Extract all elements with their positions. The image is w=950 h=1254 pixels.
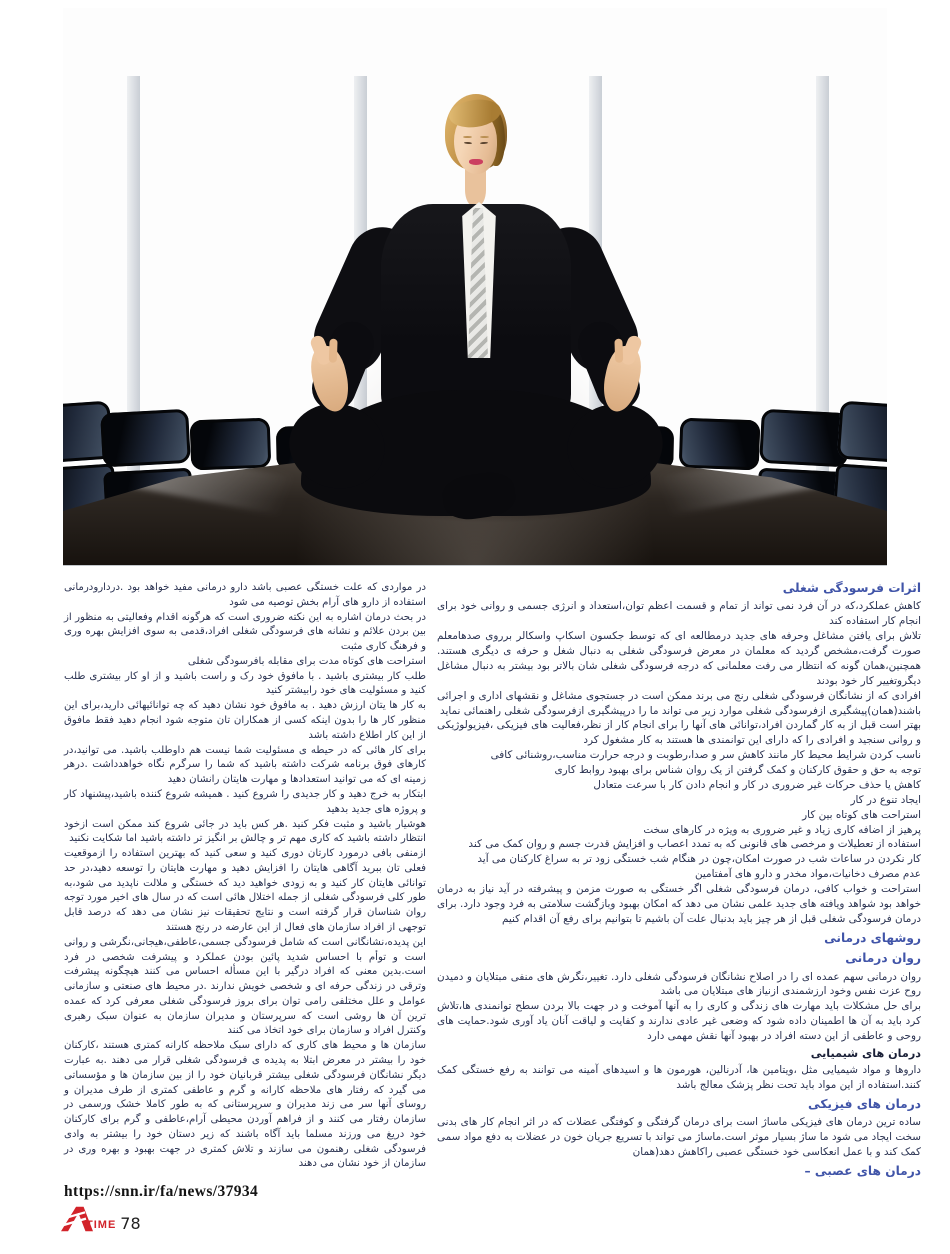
paragraph: سازمان ها و محیط های کاری که دارای سبک ملاحظه کارانه کمتری هستند ،کارکنان خود را بیشتر در معرض ابتلا به پدیده ی فرسودگی شغلی قرار می دهند .به عبارت دیگر نشانگان فرسودگی شغلی بیشتر قربانیان خود را از بین سازمان ها و مؤسساتی می گیرد که رفتار های ملاحظه کارانه و گرم و عاطفی کمتری از طرف مدیران و روسای آنها سر می زند مدیران و سرپرستانی که به طور کاملا خشک ورسمی در سازمان رفتار می کنند و از فراهم آوردن محیطی آرام،عاطفی و گرم برای کارکنان خود دریغ می ورزند مسلما باید آگاه باشند که زیر دستان خود را بیشتر به وادی فرسودگی شغلی رهنمون می سازند و تلاش کمتری در جهت بهبود و بهره وری در سازمان از خود نشان می دهند	[64, 1040, 426, 1170]
paragraph: کاهش یا حذف حرکات غیر ضروری در کار و انجام دادن کار با سرعت متعادل	[593, 778, 921, 791]
logo-issue-number: 78	[120, 1214, 141, 1233]
paragraph: پرهیز از اضافه کاری زیاد و غیر ضروری به ویژه در کارهای سخت	[643, 823, 921, 836]
paragraph: در بحث درمان اشاره به این نکته ضروری است که هرگونه اقدام وفعالیتی به منظور از بین بردن علائم و نشانه های فرسودگی شغلی افراد،قدمی به سوی افزایش بهره وری و فرهنگ کاری مثبت	[64, 611, 426, 653]
paragraph: این پدیده،نشانگانی است که شامل فرسودگی جسمی،عاطفی،هیجانی،نگرشی و روانی است و توأم با احساس شدید پائین بودن عملکرد و پیشرفت شخصی در فرد است.بدین معنی که افراد درگیر با این مسأله احساس می کنند هیچگونه پیشرفت وترقی در زندگی حرفه ای و شخصی خویش ندارند .در محیط های صنعتی و سازمانی عوامل و علل مختلفی رامی توان برای بروز فرسودگی شغلی معرفی کرد که عمده ترین آن ها روشی است که سرپرستان و مدیران سازمان به عنوان سبک رهبری وکنترل افراد و سازمان برای خود اتخاذ می کنند	[64, 936, 426, 1037]
paragraph: بهتر است قبل از به کار گماردن افراد،توانائی های آنها را برای انجام کار از نظر،فعالیت های فیزیکی ،فیزیولوژیکی و روانی سنجید و افرادی را که دارای این توانمندی ها هستند به کار مشغول کرد	[437, 719, 921, 747]
paragraph: ایجاد تنوع در کار	[850, 793, 921, 806]
section-heading: روشهای درمانی	[824, 930, 921, 945]
tie	[468, 208, 488, 358]
paragraph: برای حل مشکلات باید مهارت های زندگی و کاری را به آنها آموخت و در جهت بالا بردن سطح توانمندی ها،تلاش کرد باید به آن ها اطمینان داده شود که وضعی غیر عادی ندارند و کفایت و لیاقت آنان یاد آوری شود.حمایت های روحی و عاطفی از این دسته افراد در بهبود آنها نقش مهمی دارد	[437, 1000, 921, 1043]
section-heading: اثرات فرسودگی شغلی	[782, 581, 921, 595]
article-left-column	[64, 581, 426, 1172]
section-heading: درمان های عصبی –	[804, 1163, 921, 1178]
paragraph: ناسب کردن شرایط محیط کار مانند کاهش سر و صدا،رطوبت و درجه حرارت مناسب،روشنائی کافی	[490, 749, 921, 762]
paragraph: برای کار هائی که در حیطه ی مسئولیت شما نیست هم داوطلب باشید. می توانید،در کارهای فوق برنامه شرکت داشته باشید که شما را سرگرم نگاه خواهدداشت .درهر زمینه ای که می توانید استعدادها و مهارت هایتان رانشان دهید	[64, 744, 426, 786]
section-heading: روان درمانی	[845, 951, 921, 966]
paragraph: استراحت و خواب کافی، درمان فرسودگی شغلی اگر خستگی به صورت مزمن و پیشرفته در آید نیاز به درمان خواهد بود شواهد ویافته های جدید علمی نشان می دهد که امکان بهبود وبازگشت سلامتی به فرد وجود دارد. برای درمان فرسودگی شغلی قبل از هر چیز باید بدنبال علت آن باشیم تا بتوانیم برای رفع آن اقدام کنیم	[437, 883, 921, 925]
paragraph: داروها و مواد شیمیایی مثل ،ویتامین ها، آدرنالین، هورمون ها و اسیدهای آمینه می توانند به رفع خستگی کمک کنند.استفاده از این مواد باید تحت نظر پزشک معالج باشد	[437, 1063, 921, 1091]
meditation-photo	[63, 8, 887, 566]
source-url[interactable]: https://snn.ir/fa/news/37934	[64, 1183, 259, 1200]
paragraph: استفاده از تعطیلات و مرخصی های قانونی که به تمدد اعصاب و افزایش قدرت جسم و روان کمک می کند	[468, 838, 921, 851]
eyebrow	[463, 136, 472, 138]
paragraph: عدم مصرف دخانیات،مواد مخدر و دارو های آمفتامین	[695, 868, 921, 881]
paragraph: تلاش برای یافتن مشاغل وحرفه های جدید درمطالعه ای که توسط جکسون اسکاپ واسکالر برروی صدهامعلم صورت گرفت،مشخص گردید که معلمان در معرض فرسودگی شغلی به دنبال شغل و حرفه ی دیگری هستند. همچنین،همان گونه که انتظار می رفت معلمانی که درجه فرسودگی شغلی شان بالاتر بود بیشتر به دنبال مشاغل دیگروتغییر کار خود بودند	[437, 630, 921, 687]
paragraph: هوشیار باشید و مثبت فکر کنید .هر کس باید در جائی شروع کند ممکن است ازخود انتظار داشته باشید که کاری مهم تر و چالش بر انگیز تر داشته باشید اما شکایت نکنید	[64, 818, 426, 845]
paragraph: ازمنفی بافی درمورد کارتان دوری کنید و سعی کنید که بهترین استفاده را ازموقعیت فعلی تان ببرید آگاهی هایتان را افزایش دهید و مهارت هایتان را توسعه دهید،در حد توانائی هایتان کار کنید و به زودی خواهید دید که خستگی و ملالت ناپدید می شود،به طور کلی فرسودگی شغلی از جمله اختلال هائی است که در سال های اخیر مورد توجه روان شناسان قرار گرفته است و نتایج تحقیقات نیز نشان می دهد که درصد قابل توجهی از افراد سازمان های فعال از این عارضه در رنج هستند	[64, 848, 426, 933]
eyebrow	[480, 136, 489, 138]
paragraph: کار نکردن در ساعات شب در صورت امکان،چون در هنگام شب خستگی زود تر به سراغ کارکنان می آید	[477, 853, 921, 866]
paragraph: روان درمانی سهم عمده ای را در اصلاح نشانگان فرسودگی شغلی دارد. تغییر،نگرش های منفی مبتلایان و دمیدن روح عزت نفس وخود ارزشمندی ازنیاز های مبتلایان می باشد	[437, 970, 921, 998]
paragraph: به کار ها یتان ارزش دهید . به مافوق خود نشان دهید که چه توانائیهائی دارید،برای این منظور کار ها را بدون اینکه کسی از همکاران تان متوجه شود انجام دهید فقط مافوق از این کار اطلاع داشته باشد	[64, 700, 426, 741]
paragraph: طلب کار بیشتری باشید . با مافوق خود رک و راست باشید و از او کار بیشتری طلب کنید و مسئولیت های خود رابیشتر کنید	[64, 670, 426, 697]
paragraph: توجه به حق و حقوق کارکنان و کمک گرفتن از یک روان شناس برای بهبود روابط کاری	[554, 764, 921, 777]
paragraph: افرادی که از نشانگان فرسودگی شغلی رنج می برند ممکن است در جستجوی مشاغل و نقشهای اداری و اجرائی باشند(همان)پیشگیری ازفرسودگی شغلی موارد زیر می تواند ما را درپیشگیری ازفرسودگی شغلی راهنمائی نماید	[437, 689, 921, 717]
paragraph: استراحت های کوتاه بین کار	[802, 808, 921, 821]
lips	[469, 159, 483, 165]
logo-word: TIME	[86, 1219, 117, 1231]
paragraph: ساده ترین درمان های فیزیکی ماساژ است برای درمان گرفتگی و کوفتگی عضلات که در اثر انجام کار های بدنی سخت ایجاد می شود ما ساژ بسیار موثر است.ماساژ می تواند با تسریع جریان خون در عضلات به دفع مواد سمی کمک کند و با عمل انعکاسی خود خستگی عصبی راکاهش دهد(همان	[437, 1116, 921, 1158]
sub-heading: درمان های شیمیایی	[810, 1046, 921, 1060]
time-logo	[61, 1206, 141, 1232]
section-heading: درمان های فیزیکی	[807, 1096, 921, 1111]
paragraph: در مواردی که علت خستگی عصبی باشد دارو درمانی مفید خواهد بود .دردارودرمانی استفاده از دارو های آرام بخش توصیه می شود	[64, 582, 426, 608]
article-right-column	[437, 577, 921, 1182]
paragraph: کاهش عملکرد،که در آن فرد نمی تواند از تمام و قسمت اعظم توان،استعداد و انرژی جسمی و روانی خود برای انجام کار استفاده کند	[437, 600, 921, 628]
paragraph: استراحت های کوتاه مدت برای مقابله بافرسودگی شغلی	[187, 655, 426, 667]
paragraph: ابتکار به خرج دهید و کار جدیدی را شروع کنید . همیشه شروع کننده باشید،پیشنهاد کار و پروژه های جدید بدهید	[64, 788, 426, 815]
